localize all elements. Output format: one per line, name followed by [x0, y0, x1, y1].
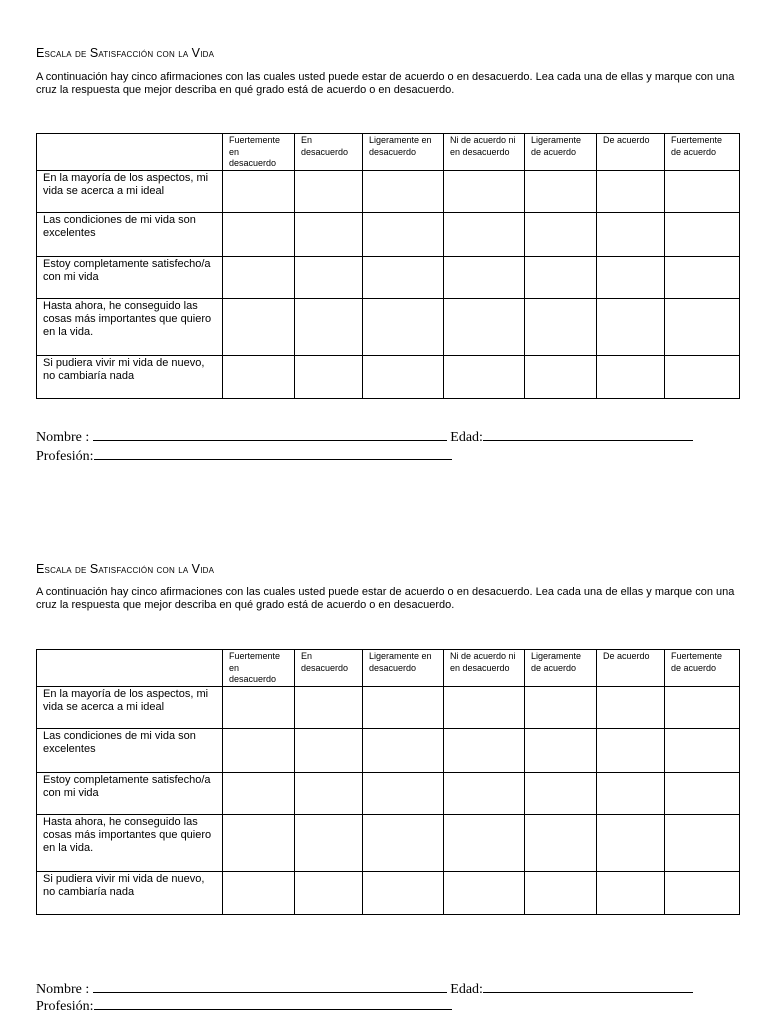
- response-cell[interactable]: [597, 355, 665, 398]
- statement-cell: Estoy completamente satisfecho/a con mi vida: [37, 772, 223, 814]
- response-cell[interactable]: [444, 256, 525, 298]
- table-row: [37, 355, 740, 398]
- age-label: Edad:: [450, 982, 483, 997]
- name-age-line: [36, 428, 693, 447]
- table-header-row: [37, 650, 740, 687]
- response-cell[interactable]: [223, 871, 295, 914]
- response-cell[interactable]: [597, 814, 665, 871]
- response-cell[interactable]: [295, 871, 363, 914]
- age-input-line[interactable]: [483, 428, 693, 441]
- response-cell[interactable]: [444, 772, 525, 814]
- age-label: Edad:: [450, 430, 483, 445]
- column-header: Fuertemente en desacuerdo: [223, 134, 295, 171]
- response-cell[interactable]: [665, 212, 740, 256]
- response-cell[interactable]: [223, 814, 295, 871]
- response-cell[interactable]: [223, 686, 295, 728]
- response-cell[interactable]: [444, 170, 525, 212]
- profession-line: [36, 447, 452, 466]
- table-header-row: [37, 134, 740, 171]
- response-cell[interactable]: [295, 212, 363, 256]
- response-cell[interactable]: [665, 355, 740, 398]
- response-cell[interactable]: [223, 298, 295, 355]
- response-cell[interactable]: [295, 772, 363, 814]
- response-cell[interactable]: [525, 772, 597, 814]
- profession-line: [36, 997, 452, 1016]
- response-cell[interactable]: [223, 256, 295, 298]
- statement-cell: En la mayoría de los aspectos, mi vida se acerca a mi ideal: [37, 170, 223, 212]
- response-cell[interactable]: [295, 298, 363, 355]
- satisfaction-scale-table: [36, 133, 740, 399]
- column-header: De acuerdo: [597, 134, 665, 171]
- response-cell[interactable]: [223, 728, 295, 772]
- statement-cell: En la mayoría de los aspectos, mi vida se acerca a mi ideal: [37, 686, 223, 728]
- response-cell[interactable]: [597, 170, 665, 212]
- response-cell[interactable]: [295, 814, 363, 871]
- response-cell[interactable]: [363, 256, 444, 298]
- response-cell[interactable]: [223, 772, 295, 814]
- statement-column-header: [37, 134, 223, 171]
- response-cell[interactable]: [363, 212, 444, 256]
- response-cell[interactable]: [597, 686, 665, 728]
- statement-cell: Si pudiera vivir mi vida de nuevo, no cambiaría nada: [37, 355, 223, 398]
- response-cell[interactable]: [525, 212, 597, 256]
- column-header: Ligeramente en desacuerdo: [363, 134, 444, 171]
- response-cell[interactable]: [444, 686, 525, 728]
- column-header: Ligeramente de acuerdo: [525, 134, 597, 171]
- response-cell[interactable]: [525, 871, 597, 914]
- form-instructions: A continuación hay cinco afirmaciones con las cuales usted puede estar de acuerdo o en desacuerdo. Lea cada una de ellas y marque con una cruz la respuesta que mejor describa en qué grado está de acuerdo o en desacuerdo.: [36, 71, 735, 96]
- response-cell[interactable]: [665, 871, 740, 914]
- statement-cell: Si pudiera vivir mi vida de nuevo, no cambiaría nada: [37, 871, 223, 914]
- response-cell[interactable]: [597, 728, 665, 772]
- profession-label: Profesión:: [36, 999, 94, 1014]
- response-cell[interactable]: [597, 871, 665, 914]
- response-cell[interactable]: [295, 170, 363, 212]
- column-header: Ni de acuerdo ni en desacuerdo: [444, 134, 525, 171]
- response-cell[interactable]: [665, 772, 740, 814]
- form-copy-2: [36, 562, 740, 1022]
- response-cell[interactable]: [525, 686, 597, 728]
- response-cell[interactable]: [363, 814, 444, 871]
- profession-label: Profesión:: [36, 449, 94, 464]
- column-header: En desacuerdo: [295, 134, 363, 171]
- response-cell[interactable]: [223, 212, 295, 256]
- table-row: [37, 686, 740, 728]
- statement-cell: Hasta ahora, he conseguido las cosas más importantes que quiero en la vida.: [37, 298, 223, 355]
- age-input-line[interactable]: [483, 980, 693, 993]
- form-instructions: A continuación hay cinco afirmaciones con las cuales usted puede estar de acuerdo o en desacuerdo. Lea cada una de ellas y marque con una cruz la respuesta que mejor describa en qué grado está de acuerdo o en desacuerdo.: [36, 586, 735, 611]
- column-header: Fuertemente de acuerdo: [665, 134, 740, 171]
- profession-input-line[interactable]: [94, 447, 452, 460]
- response-cell[interactable]: [444, 814, 525, 871]
- response-cell[interactable]: [525, 814, 597, 871]
- satisfaction-scale-table: [36, 649, 740, 915]
- response-cell[interactable]: [444, 728, 525, 772]
- profession-input-line[interactable]: [94, 997, 452, 1010]
- statement-cell: Las condiciones de mi vida son excelentes: [37, 212, 223, 256]
- table-row: [37, 814, 740, 871]
- response-cell[interactable]: [665, 686, 740, 728]
- statement-column-header: [37, 650, 223, 687]
- response-cell[interactable]: [363, 298, 444, 355]
- table-row: [37, 256, 740, 298]
- column-header: Ni de acuerdo ni en desacuerdo: [444, 650, 525, 687]
- response-cell[interactable]: [597, 212, 665, 256]
- response-cell[interactable]: [295, 355, 363, 398]
- response-cell[interactable]: [597, 256, 665, 298]
- response-cell[interactable]: [444, 355, 525, 398]
- response-cell[interactable]: [223, 170, 295, 212]
- table-row: [37, 871, 740, 914]
- table-row: [37, 728, 740, 772]
- form-title: Escala de Satisfacción con la Vida: [36, 562, 215, 576]
- response-cell[interactable]: [525, 728, 597, 772]
- response-cell[interactable]: [665, 170, 740, 212]
- response-cell[interactable]: [525, 355, 597, 398]
- statement-cell: Hasta ahora, he conseguido las cosas más importantes que quiero en la vida.: [37, 814, 223, 871]
- table-row: [37, 170, 740, 212]
- response-cell[interactable]: [665, 728, 740, 772]
- response-cell[interactable]: [363, 871, 444, 914]
- response-cell[interactable]: [444, 212, 525, 256]
- response-cell[interactable]: [597, 772, 665, 814]
- statement-cell: Estoy completamente satisfecho/a con mi vida: [37, 256, 223, 298]
- response-cell[interactable]: [363, 772, 444, 814]
- name-input-line[interactable]: [93, 980, 447, 993]
- response-cell[interactable]: [295, 686, 363, 728]
- column-header: Fuertemente de acuerdo: [665, 650, 740, 687]
- response-cell[interactable]: [665, 256, 740, 298]
- response-cell[interactable]: [363, 728, 444, 772]
- response-cell[interactable]: [363, 355, 444, 398]
- response-cell[interactable]: [444, 298, 525, 355]
- table-row: [37, 298, 740, 355]
- column-header: De acuerdo: [597, 650, 665, 687]
- column-header: Ligeramente en desacuerdo: [363, 650, 444, 687]
- column-header: Ligeramente de acuerdo: [525, 650, 597, 687]
- name-input-line[interactable]: [93, 428, 447, 441]
- name-label: Nombre :: [36, 430, 90, 445]
- response-cell[interactable]: [525, 170, 597, 212]
- form-copy-1: [36, 46, 740, 476]
- response-cell[interactable]: [295, 728, 363, 772]
- response-cell[interactable]: [665, 298, 740, 355]
- response-cell[interactable]: [363, 686, 444, 728]
- response-cell[interactable]: [665, 814, 740, 871]
- name-label: Nombre :: [36, 982, 90, 997]
- response-cell[interactable]: [597, 298, 665, 355]
- response-cell[interactable]: [525, 298, 597, 355]
- table-row: [37, 212, 740, 256]
- response-cell[interactable]: [223, 355, 295, 398]
- response-cell[interactable]: [295, 256, 363, 298]
- table-row: [37, 772, 740, 814]
- statement-cell: Las condiciones de mi vida son excelentes: [37, 728, 223, 772]
- column-header: En desacuerdo: [295, 650, 363, 687]
- column-header: Fuertemente en desacuerdo: [223, 650, 295, 687]
- response-cell[interactable]: [525, 256, 597, 298]
- form-title: Escala de Satisfacción con la Vida: [36, 46, 215, 60]
- response-cell[interactable]: [363, 170, 444, 212]
- response-cell[interactable]: [444, 871, 525, 914]
